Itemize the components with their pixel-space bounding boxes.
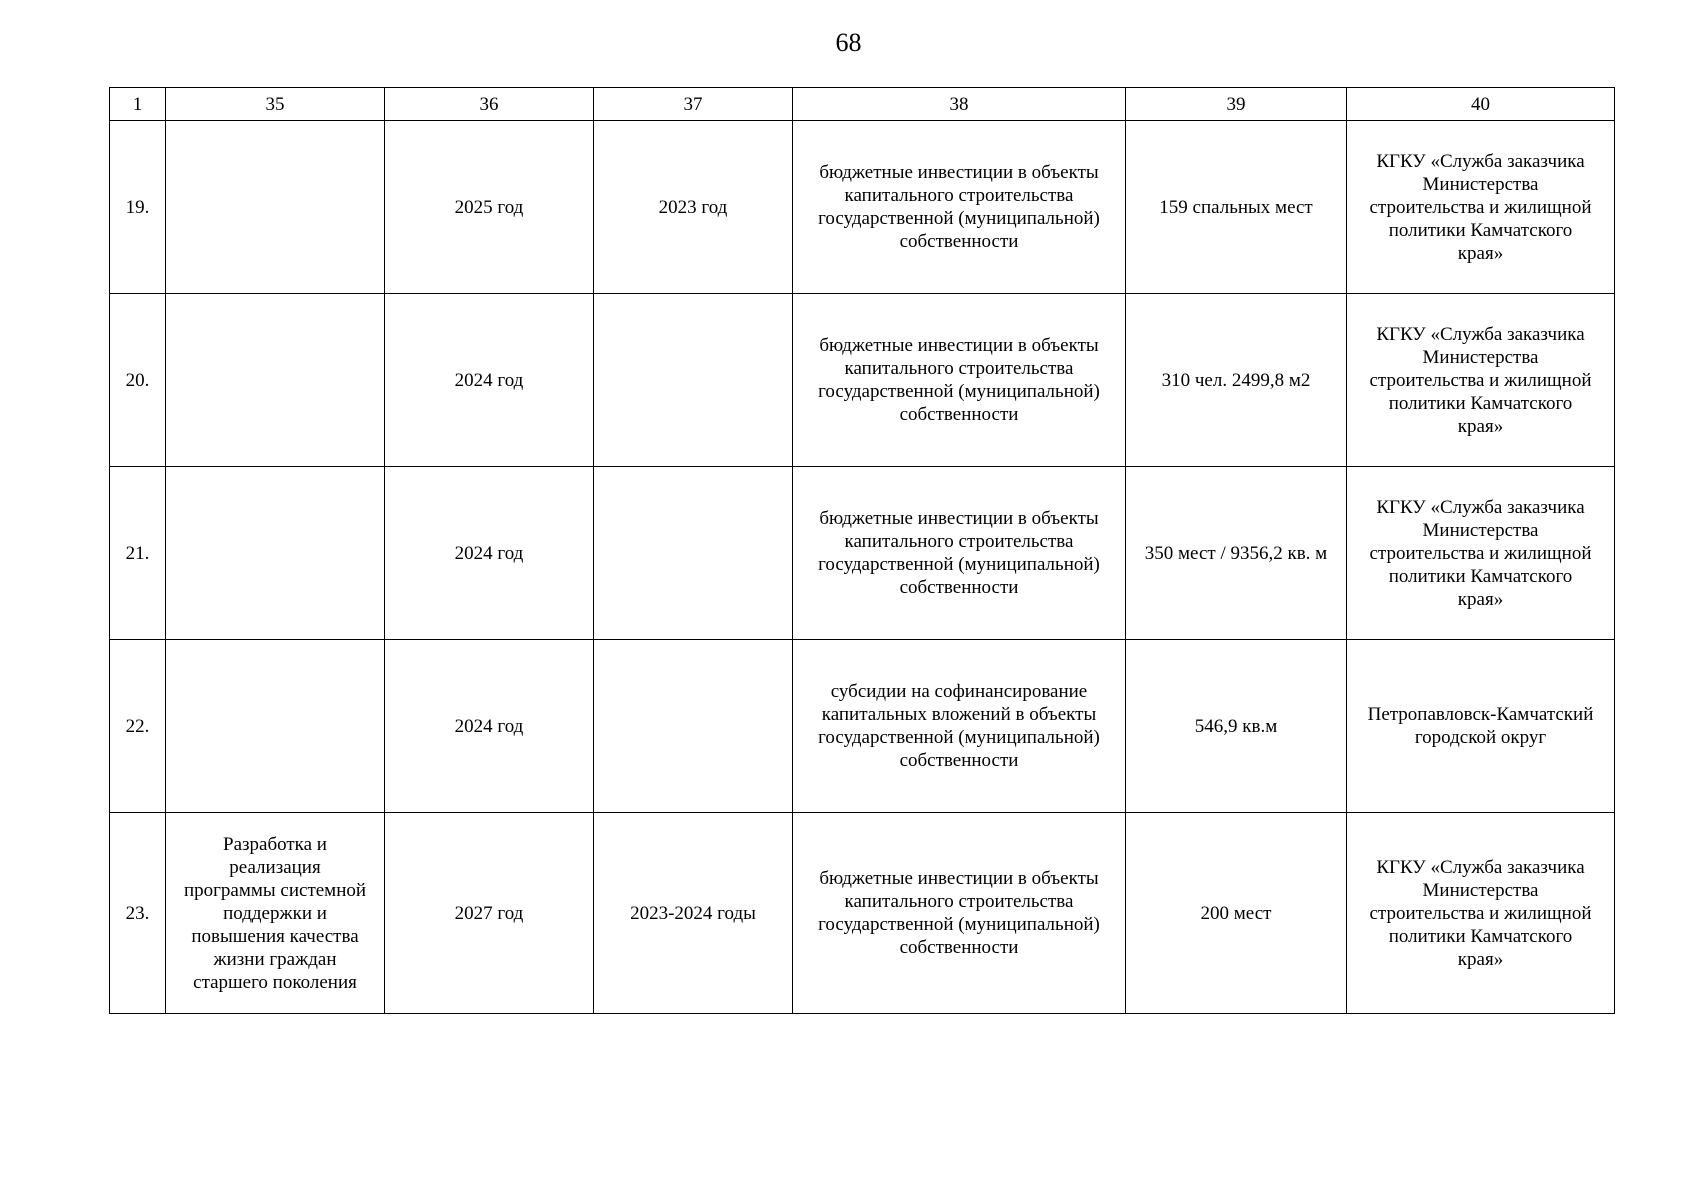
table-row <box>110 121 1615 294</box>
table-row <box>110 813 1615 1014</box>
column-header: 1 <box>110 88 166 121</box>
row-number-cell: 21. <box>110 467 166 640</box>
funding-type-cell: бюджетные инвестиции в объекты капитального строительства государственной (муниципальной) собственности <box>793 813 1126 1014</box>
responsible-party-cell: КГКУ «Служба заказчика Министерства строительства и жилищной политики Камчатского края» <box>1347 813 1615 1014</box>
column-header: 38 <box>793 88 1126 121</box>
responsible-party-cell: КГКУ «Служба заказчика Министерства строительства и жилищной политики Камчатского края» <box>1347 121 1615 294</box>
measure-name-cell <box>166 121 385 294</box>
responsible-party-cell: КГКУ «Служба заказчика Министерства строительства и жилищной политики Камчатского края» <box>1347 467 1615 640</box>
row-number-cell: 23. <box>110 813 166 1014</box>
start-year-cell: 2023-2024 годы <box>594 813 793 1014</box>
measure-name-cell <box>166 294 385 467</box>
data-table <box>109 87 1615 1014</box>
column-header: 39 <box>1126 88 1347 121</box>
responsible-party-cell: Петропавловск-Камчатский городской округ <box>1347 640 1615 813</box>
row-number-cell: 22. <box>110 640 166 813</box>
start-year-cell <box>594 640 793 813</box>
column-header: 35 <box>166 88 385 121</box>
funding-type-cell: бюджетные инвестиции в объекты капитального строительства государственной (муниципальной) собственности <box>793 467 1126 640</box>
measure-name-cell <box>166 467 385 640</box>
column-header: 37 <box>594 88 793 121</box>
funding-type-cell: субсидии на софинансирование капитальных вложений в объекты государственной (муниципальной) собственности <box>793 640 1126 813</box>
completion-year-cell: 2024 год <box>385 640 594 813</box>
capacity-cell: 200 мест <box>1126 813 1347 1014</box>
start-year-cell <box>594 294 793 467</box>
start-year-cell: 2023 год <box>594 121 793 294</box>
funding-type-cell: бюджетные инвестиции в объекты капитального строительства государственной (муниципальной) собственности <box>793 294 1126 467</box>
table-row <box>110 467 1615 640</box>
table-row <box>110 294 1615 467</box>
page-number: 68 <box>835 28 862 57</box>
table-row <box>110 640 1615 813</box>
row-number-cell: 20. <box>110 294 166 467</box>
column-header: 40 <box>1347 88 1615 121</box>
capacity-cell: 159 спальных мест <box>1126 121 1347 294</box>
column-number-row <box>110 88 1615 121</box>
measure-name-cell <box>166 640 385 813</box>
measure-name-cell: Разработка и реализация программы системной поддержки и повышения качества жизни граждан старшего поколения <box>166 813 385 1014</box>
completion-year-cell: 2024 год <box>385 467 594 640</box>
responsible-party-cell: КГКУ «Служба заказчика Министерства строительства и жилищной политики Камчатского края» <box>1347 294 1615 467</box>
capacity-cell: 350 мест / 9356,2 кв. м <box>1126 467 1347 640</box>
completion-year-cell: 2024 год <box>385 294 594 467</box>
funding-type-cell: бюджетные инвестиции в объекты капитального строительства государственной (муниципальной) собственности <box>793 121 1126 294</box>
completion-year-cell: 2027 год <box>385 813 594 1014</box>
start-year-cell <box>594 467 793 640</box>
row-number-cell: 19. <box>110 121 166 294</box>
capacity-cell: 310 чел. 2499,8 м2 <box>1126 294 1347 467</box>
capacity-cell: 546,9 кв.м <box>1126 640 1347 813</box>
column-header: 36 <box>385 88 594 121</box>
completion-year-cell: 2025 год <box>385 121 594 294</box>
